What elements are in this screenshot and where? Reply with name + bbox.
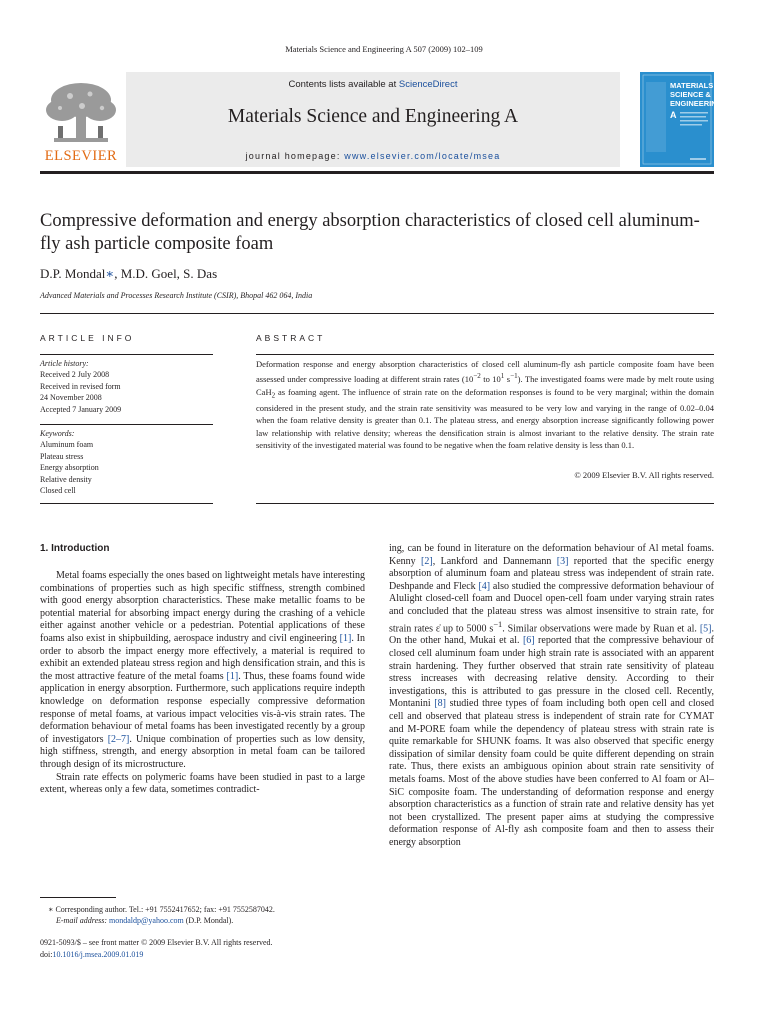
citation-link[interactable]: [5] — [699, 622, 712, 634]
citation-link[interactable]: [2] — [421, 555, 433, 567]
text-run: . Unique combination of properties such as low density, high stiffness, strength, and energy absorption in metal foam can be tailored through design of its microstructure. — [40, 733, 365, 770]
footnote-line — [40, 915, 365, 926]
history-item: Received 2 July 2008 — [40, 370, 110, 380]
publisher-name: ELSEVIER — [44, 148, 118, 164]
journal-homepage-line — [126, 151, 620, 161]
footnote — [40, 904, 365, 926]
abstract-heading: ABSTRACT — [256, 333, 326, 343]
history-label: Article history: — [40, 359, 89, 368]
citation-link[interactable]: [8] — [434, 698, 446, 710]
corresponding-author-mark[interactable]: ∗ — [105, 266, 115, 281]
citation-link[interactable]: [1] — [226, 670, 239, 682]
author-list — [40, 266, 217, 282]
journal-title: Materials Science and Engineering A — [227, 106, 519, 127]
body-column-left — [40, 570, 365, 797]
paragraph — [389, 543, 714, 850]
issn-line: 0921-5093/$ – see front matter © 2009 Elsevier B.V. All rights reserved. — [40, 938, 273, 947]
abstract-text: as foaming agent. The influence of strain rate on the deformation responses is found to be very marginal; within the domain considered in the present study, and the strain rate sensitivity was measured to be very low and varying in the range of 0.02–0.04 when the foam relative density is greater than 0.1. The plateau stress, and energy absorption increase significantly following power law relationship with relative density; whereas the densification strain is almost invariant to the relative density. The strain rate sensitivity of the investigated material was found to be negative when the foam relative density is less than 0.1. — [256, 386, 714, 450]
citation-link[interactable]: [2–7] — [107, 733, 130, 745]
text-run: reported that the compressive behaviour of closed cell aluminum foam under high strain rate is associated with an apparent strain hardening. They further observed that strain rate sensitivity of plateau stress increases with decreasing relative density. According to their investigations, this is attributed to gas pressure in the closed cell. Recently, Montanini — [389, 635, 715, 710]
subscript: 2 — [271, 391, 276, 400]
text-run: , Lankford and Dannemann — [432, 555, 557, 567]
footnote-line — [40, 904, 365, 915]
footnote-mark: ∗ — [48, 905, 54, 914]
text-run: Metal foams especially the ones based on lightweight metals have interesting combinations of properties such as high specific stiffness, strength combined with good energy absorption characteristics. These make metallic foams to be potential material for absorbing impact energy during the crashing of a vehicle either against another vehicle or a pedestrian. Potential applications of these foams also exist in shipbuilding, aerospace industry and civil engineering — [40, 570, 365, 644]
superscript: −2 — [473, 372, 481, 381]
article-info-heading: ARTICLE INFO — [40, 333, 135, 343]
header-divider — [40, 171, 714, 174]
other-authors: , M.D. Goel, S. Das — [114, 266, 218, 281]
front-matter — [40, 937, 365, 960]
author-name: D.P. Mondal — [40, 266, 106, 281]
journal-cover-image — [640, 72, 723, 167]
divider — [40, 424, 213, 425]
superscript: 1 — [500, 372, 505, 381]
footnote-divider — [40, 897, 116, 898]
abstract-text: s — [504, 374, 511, 385]
keyword-item: Plateau stress — [40, 451, 84, 461]
doi-label: doi: — [40, 949, 53, 959]
superscript: −1 — [493, 619, 503, 629]
divider — [40, 313, 714, 314]
article-title: Compressive deformation and energy absorption characteristics of closed cell aluminum-fly ash particle composite foam — [40, 211, 700, 254]
divider — [40, 503, 213, 504]
keywords-label: Keywords: — [40, 429, 75, 438]
text-run: ing, can be found in literature on the deformation behaviour of Al metal foams. Kenny — [389, 543, 714, 567]
text-run: . In order to absorb the impact energy more effectively, a material is required to exhibit an extended plateau stress region and high densification strain, and this is the most attractive feature of the metal foams — [40, 632, 365, 682]
homepage-prefix: journal homepage: — [245, 151, 345, 161]
copyright-notice: © 2009 Elsevier B.V. All rights reserved. — [574, 470, 714, 480]
contents-prefix: Contents lists available at — [288, 79, 399, 90]
divider — [256, 503, 714, 504]
citation-link[interactable]: [6] — [522, 635, 535, 647]
cover-title-line-1: MATERIALS — [670, 81, 714, 90]
doi-link[interactable]: 10.1016/j.msea.2009.01.019 — [52, 949, 144, 959]
cover-letter: A — [670, 110, 677, 120]
article-history — [40, 358, 213, 415]
text-run: also studied the compressive deformation behaviour of Alulight closed-cell foam and Duocel open-cell foam under varying strain rates and concluded that the plateau stress was almost insensitive to strain rate, for strain rates ε̇ up to 5000 s — [389, 580, 714, 634]
abstract-text: ). The investigated foams were made by melt route using CaH — [256, 374, 714, 397]
citation-link[interactable]: [4] — [478, 580, 491, 592]
journal-homepage-link[interactable]: www.elsevier.com/locate/msea — [344, 151, 501, 161]
abstract-text: to 10 — [480, 374, 501, 385]
paragraph: Strain rate effects on polymeric foams have been studied in past to a large extent, whereas only a few data, sometimes contradict- — [40, 771, 365, 796]
affiliation: Advanced Materials and Processes Research Institute (CSIR), Bhopal 462 064, India — [40, 291, 313, 300]
keyword-item: Energy absorption — [40, 463, 99, 473]
text-run: . On the other hand, Mukai et al. — [389, 622, 714, 647]
paragraph — [40, 570, 365, 772]
keywords — [40, 428, 213, 496]
history-item: Accepted 7 January 2009 — [40, 404, 122, 414]
keyword-item: Relative density — [40, 474, 92, 484]
history-item: Received in revised form — [40, 381, 121, 391]
text-run: reported that the specific energy absorption of aluminum foam and plateau stress was independent of strain rate. Deshpande and Fleck — [389, 555, 714, 592]
doi-line — [40, 949, 365, 961]
footnote-text: Corresponding author. Tel.: +91 7552417652; fax: +91 7552587042. — [53, 905, 275, 914]
sciencedirect-link[interactable]: ScienceDirect — [398, 79, 458, 90]
email-label: E-mail address: — [56, 916, 110, 925]
text-run: studied three types of foam including both open cell and closed cell and observed that plateau stress is independent of strain rate for CYMAT and M-PORE foam while the dependency of plateau stress with strain rate is quite remarkable for SHUNK foams. It was also observed that specific energy dissipation of similar density foam could be quite different depending on strain rate. Thus, there exists an ambiguous opinion about strain rate sensitivity of metals foams. Most of the above studies have been conferred to Al foam or Al–SiC composite foam. The understanding of deformation response and energy absorption characteristics as a function of strain rate and relative density has yet not been crystallized. The present paper aims at studying the compressive deformation response of Al-fly ash composite foam and then to assess their energy absorption — [389, 698, 714, 848]
superscript: −1 — [510, 372, 518, 381]
section-heading: 1. Introduction — [40, 543, 110, 554]
abstract-body — [256, 358, 714, 451]
contents-line — [126, 79, 620, 90]
body-column-right — [389, 543, 714, 850]
abstract-text: Deformation response and energy absorption characteristics of closed cell aluminum-fly ash particle composite foam have been assessed under compressive loading at different strain rates (10 — [256, 359, 714, 385]
keyword-item: Closed cell — [40, 486, 76, 496]
citation-link[interactable]: [1] — [339, 632, 352, 644]
running-head: Materials Science and Engineering A 507 (2009) 102–109 — [285, 44, 483, 54]
keyword-item: Aluminum foam — [40, 440, 94, 450]
text-run: . Similar observations were made by Ruan et al. — [502, 622, 700, 634]
divider — [256, 354, 714, 355]
footnote-text: (D.P. Mondal). — [183, 916, 234, 925]
divider — [40, 354, 213, 355]
cover-title-line-3: ENGINEERING — [670, 99, 723, 108]
history-item: 24 November 2008 — [40, 393, 102, 403]
cover-title-line-2: SCIENCE & — [670, 90, 711, 99]
citation-link[interactable]: [3] — [556, 555, 569, 567]
text-run: . Thus, these foams found wide application in energy absorption. Furthermore, such applications require indepth knowledge on deformation response especially compressive deformation response of metal foams, at various impact velocities vis-à-vis strain rates. The deformation behaviour of metal foams has been investigated recently by a group of investigators — [40, 670, 365, 745]
email-link[interactable]: mondaldp@yahoo.com — [109, 916, 184, 925]
